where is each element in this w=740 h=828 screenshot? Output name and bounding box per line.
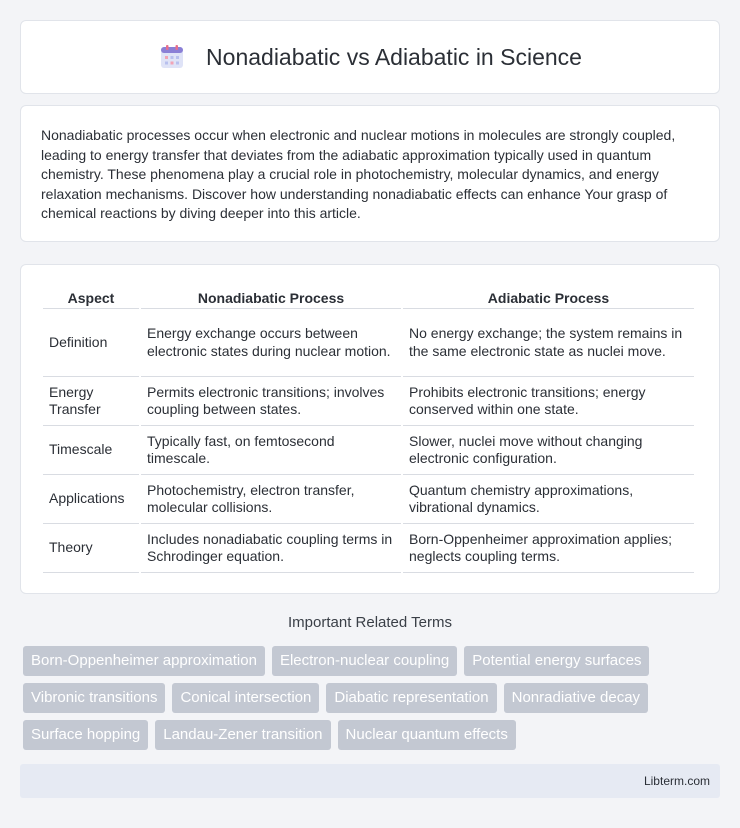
cell-adiabatic: Quantum chemistry approximations, vibrational dynamics. bbox=[403, 475, 694, 524]
related-term-tag[interactable]: Landau-Zener transition bbox=[155, 720, 330, 750]
related-term-tag[interactable]: Born-Oppenheimer approximation bbox=[23, 646, 265, 676]
cell-aspect: Theory bbox=[43, 524, 139, 573]
intro-paragraph: Nonadiabatic processes occur when electronic and nuclear motions in molecules are strongly coupled, leading to energy transfer that deviates from the adiabatic approximation typically used in quantum chemistry. These phenomena play a crucial role in photochemistry, molecular dynamics, and energy relaxation mechanisms. Discover how understanding nonadiabatic effects can enhance Your grasp of chemical reactions by diving deeper into this article. bbox=[41, 127, 676, 221]
comparison-card bbox=[20, 264, 720, 594]
page-title: Nonadiabatic vs Adiabatic in Science bbox=[206, 43, 582, 70]
cell-nonadiabatic: Photochemistry, electron transfer, molecular collisions. bbox=[141, 475, 401, 524]
intro-card bbox=[20, 105, 720, 242]
related-term-tag[interactable]: Potential energy surfaces bbox=[464, 646, 649, 676]
table-header-row bbox=[43, 285, 694, 309]
table-row bbox=[43, 426, 694, 475]
footer bbox=[20, 764, 720, 798]
title-card bbox=[20, 20, 720, 94]
cell-adiabatic: No energy exchange; the system remains in the same electronic state as nuclei move. bbox=[403, 309, 694, 377]
cell-aspect: Definition bbox=[43, 309, 139, 377]
related-term-tag[interactable]: Conical intersection bbox=[172, 683, 319, 713]
table-row bbox=[43, 377, 694, 426]
cell-aspect: Applications bbox=[43, 475, 139, 524]
cell-adiabatic: Prohibits electronic transitions; energy conserved within one state. bbox=[403, 377, 694, 426]
table-row bbox=[43, 475, 694, 524]
cell-aspect: Timescale bbox=[43, 426, 139, 475]
cell-nonadiabatic: Permits electronic transitions; involves coupling between states. bbox=[141, 377, 401, 426]
cell-aspect: Energy Transfer bbox=[43, 377, 139, 426]
related-term-tag[interactable]: Vibronic transitions bbox=[23, 683, 165, 713]
cell-adiabatic: Born-Oppenheimer approximation applies; neglects coupling terms. bbox=[403, 524, 694, 573]
header-aspect: Aspect bbox=[43, 285, 139, 309]
footer-site-link[interactable]: Libterm.com bbox=[643, 774, 710, 788]
cell-adiabatic: Slower, nuclei move without changing electronic configuration. bbox=[403, 426, 694, 475]
calendar-icon bbox=[158, 43, 186, 71]
table-row bbox=[43, 524, 694, 573]
header-adiabatic: Adiabatic Process bbox=[403, 285, 694, 309]
cell-nonadiabatic: Includes nonadiabatic coupling terms in Schrodinger equation. bbox=[141, 524, 401, 573]
related-term-tag[interactable]: Electron-nuclear coupling bbox=[272, 646, 457, 676]
comparison-table bbox=[41, 285, 696, 573]
related-term-tag[interactable]: Diabatic representation bbox=[326, 683, 496, 713]
related-terms-title: Important Related Terms bbox=[288, 614, 452, 631]
related-term-tag[interactable]: Nonradiative decay bbox=[504, 683, 648, 713]
related-terms-list bbox=[23, 646, 723, 757]
table-row bbox=[43, 309, 694, 377]
related-term-tag[interactable]: Surface hopping bbox=[23, 720, 148, 750]
cell-nonadiabatic: Energy exchange occurs between electronic states during nuclear motion. bbox=[141, 309, 401, 377]
header-nonadiabatic: Nonadiabatic Process bbox=[141, 285, 401, 309]
related-term-tag[interactable]: Nuclear quantum effects bbox=[338, 720, 516, 750]
cell-nonadiabatic: Typically fast, on femtosecond timescale. bbox=[141, 426, 401, 475]
